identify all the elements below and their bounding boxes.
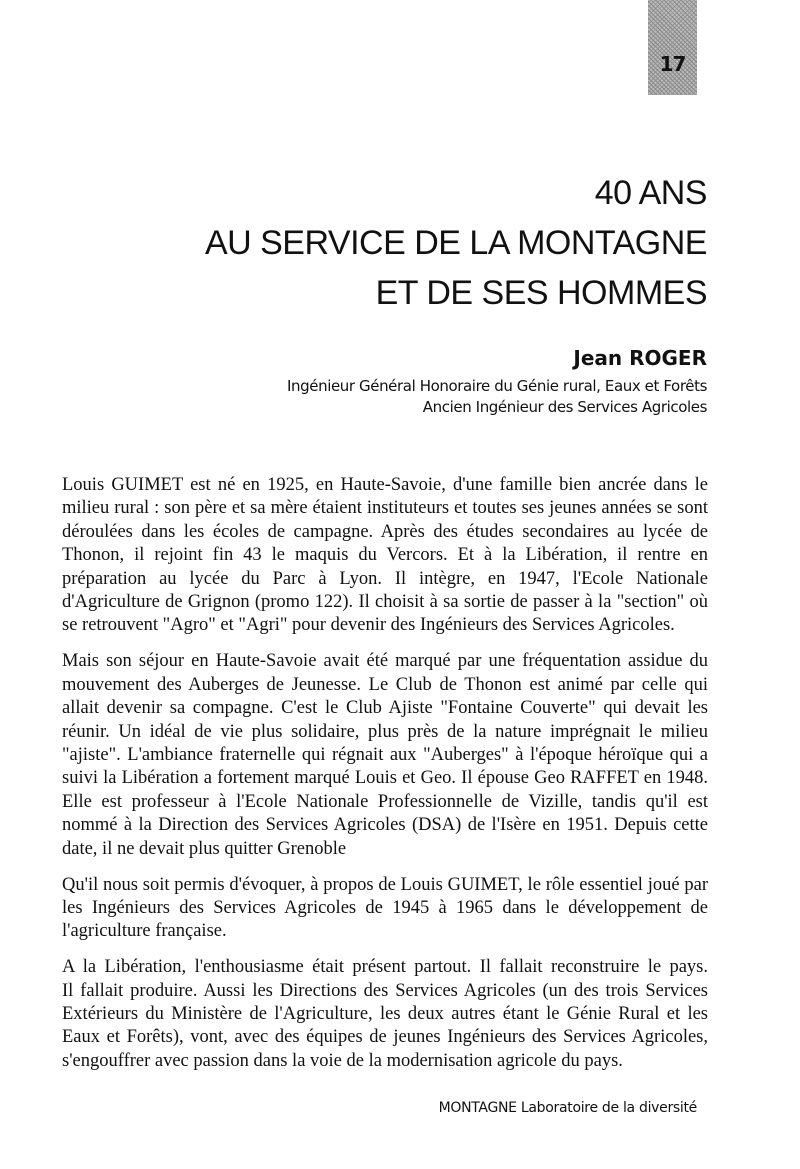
text-line: Thonon, il rejoint fin 43 le maquis du Vercors. Et à la Libération, il rentre en xyxy=(62,545,708,566)
title-line: ET DE SES HOMMES xyxy=(375,274,707,312)
footer-journal: MONTAGNE xyxy=(438,1100,517,1116)
affiliation: Ancien Ingénieur des Services Agricoles xyxy=(422,398,707,416)
page-number: 17 xyxy=(659,52,686,76)
text-line: Elle est professeur à l'Ecole Nationale Professionnelle de Vizille, tandis qu'il est xyxy=(62,791,708,812)
text-line: suivi la Libération a fortement marqué Louis et Geo. Il épouse Geo RAFFET en 1948. xyxy=(62,768,708,789)
text-line: A la Libération, l'enthousiasme était présent partout. Il fallait reconstruire le pays. xyxy=(62,957,708,978)
text-line: "ajiste". L'ambiance fraternelle qui régnait aux "Auberges" à l'époque héroïque qui a xyxy=(62,744,708,765)
paragraph xyxy=(62,474,708,638)
paragraph xyxy=(62,650,708,861)
text-line: se retrouvent "Agro" et "Agri" pour devenir des Ingénieurs des Services Agricoles. xyxy=(62,615,675,636)
page-number-tab xyxy=(648,0,697,95)
text-line: l'agriculture française. xyxy=(62,921,227,942)
author-name: Jean ROGER xyxy=(573,346,707,370)
paragraph xyxy=(62,956,708,1073)
text-line: date, il ne devait plus quitter Grenoble xyxy=(62,838,347,859)
article-body xyxy=(62,474,708,1086)
text-line: allait devenir sa compagne. C'est le Club Ajiste "Fontaine Couverte" qui devait les xyxy=(62,698,708,719)
title-line: 40 ANS xyxy=(594,174,707,212)
text-line: les Ingénieurs des Services Agricoles de 1945 à 1965 dans le développement de xyxy=(62,897,708,918)
footer-subtitle: Laboratoire de la diversité xyxy=(520,1100,697,1116)
text-line: Mais son séjour en Haute-Savoie avait été marqué par une fréquentation assidue du xyxy=(62,651,708,672)
text-line: Eaux et Forêts), vont, avec des équipes de jeunes Ingénieurs des Services Agricoles, xyxy=(62,1027,708,1048)
title-line: AU SERVICE DE LA MONTAGNE xyxy=(204,224,707,262)
author-affiliations xyxy=(287,376,707,418)
text-line: d'Agriculture de Grignon (promo 122). Il choisit à sa sortie de passer à la "section" où xyxy=(62,592,708,613)
footer xyxy=(439,1100,697,1116)
text-line: déroulées dans les écoles de campagne. Après des études secondaires au lycée de xyxy=(62,521,708,542)
text-line: mouvement des Auberges de Jeunesse. Le Club de Thonon est animé par celle qui xyxy=(62,674,708,695)
text-line: nommé à la Direction des Services Agricoles (DSA) de l'Isère en 1951. Depuis cette xyxy=(62,815,708,836)
text-line: milieu rural : son père et sa mère étaient instituteurs et toutes ses jeunes années se sont xyxy=(62,498,708,519)
text-line: Louis GUIMET est né en 1925, en Haute-Savoie, d'une famille bien ancrée dans le xyxy=(62,475,708,495)
paragraph xyxy=(62,874,708,944)
text-line: Il fallait produire. Aussi les Directions des Services Agricoles (un des trois Services xyxy=(62,980,708,1001)
text-line: s'engouffrer avec passion dans la voie de la modernisation agricole du pays. xyxy=(62,1050,623,1071)
affiliation: Ingénieur Général Honoraire du Génie rural, Eaux et Forêts xyxy=(287,377,707,395)
text-line: Qu'il nous soit permis d'évoquer, à propos de Louis GUIMET, le rôle essentiel joué par xyxy=(62,874,708,895)
text-line: réunir. Un idéal de vie plus solidaire, plus près de la nature imprégnait le milieu xyxy=(62,721,708,742)
text-line: préparation au lycée du Parc à Lyon. Il intègre, en 1947, l'Ecole Nationale xyxy=(62,568,708,589)
text-line: Extérieurs du Ministère de l'Agriculture, les deux autres étant le Génie Rural et les xyxy=(62,1004,708,1025)
article-title xyxy=(205,168,707,318)
